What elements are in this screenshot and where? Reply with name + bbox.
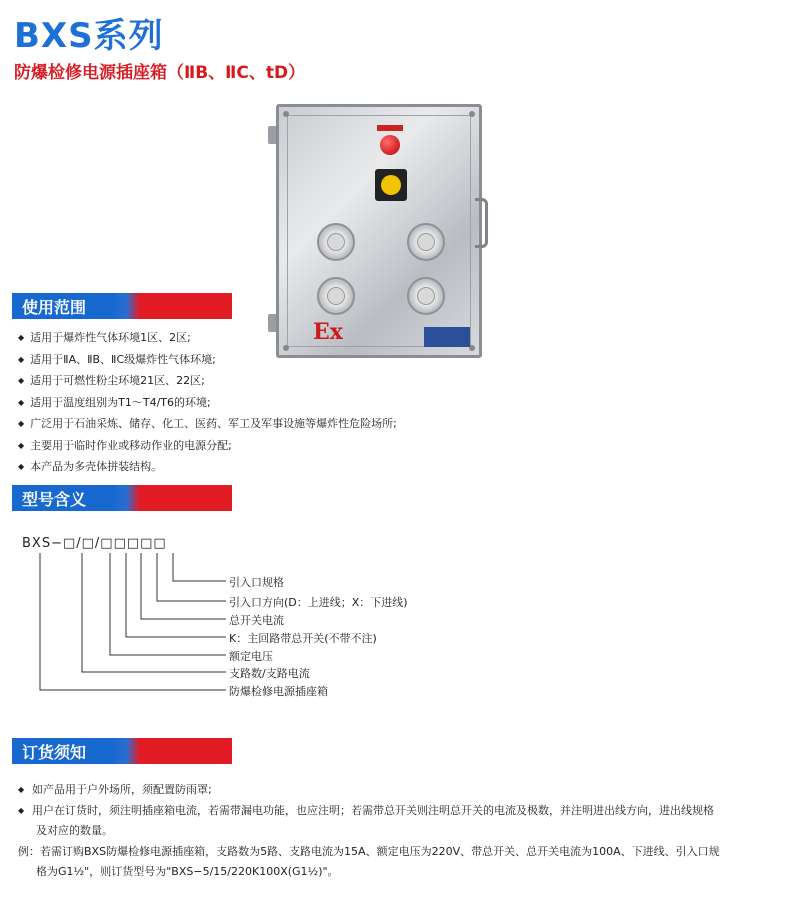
model-label-product: 防爆检修电源插座箱 [229,685,328,698]
ex-marking: Ex [313,319,343,345]
list-item: ◆ 适用于温度组别为T1～T4/T6的环境; [18,393,397,415]
list-item: ◆ 广泛用于石油采炼、储存、化工、医药、军工及军事设施等爆炸性危险场所; [18,414,397,436]
section-title: 型号含义 [22,490,87,509]
list-item: ◆ 本产品为多壳体拼装结构。 [18,457,397,479]
order-example: 例：若需订购BXS防爆检修电源插座箱，支路数为5路、支路电流为15A、额定电压为220V、带总开关、总开关电流为100A、下进线、引入口规 [18,844,720,858]
section-header-ordering [12,738,232,764]
ordering-notes [18,780,758,883]
list-item: ◆ 主要用于临时作业或移动作业的电源分配; [18,436,397,458]
section-title: 订货须知 [22,743,87,762]
model-label-main-current: 总开关电流 [229,614,284,627]
model-label-branches: 支路数/支路电流 [229,667,310,680]
model-label-voltage: 额定电压 [229,650,273,663]
section-title: 使用范围 [22,298,87,317]
order-example-continuation: 格为G1½"，则订货型号为"BXS−5/15/220K100X(G1½)"。 [36,865,339,878]
page-title: BXS系列 [14,16,164,56]
list-item: ◆ 适用于ⅡA、ⅡB、ⅡC级爆炸性气体环境; [18,350,397,372]
model-code: BXS−□/□/□□□□□ [22,536,167,551]
list-item-continuation: 及对应的数量。 [36,824,113,837]
list-item: ◆ 适用于可燃性粉尘环境21区、22区; [18,371,397,393]
list-item: ◆ 如产品用于户外场所，须配置防雨罩; [18,780,758,801]
page-subtitle: 防爆检修电源插座箱（ⅡB、ⅡC、tD） [14,63,306,83]
list-item: ◆ 用户在订货时，须注明插座箱电流，若需带漏电功能，也应注明；若需带总开关则注明总开关的电流及极数，并注明进出线方向，进出线规格 [18,801,758,822]
model-label-inlet-direction: 引入口方向(D：上进线；X：下进线) [229,596,408,609]
model-label-inlet-spec: 引入口规格 [229,576,284,589]
list-item: ◆ 适用于爆炸性气体环境1区、2区; [18,328,397,350]
model-label-main-switch: K：主回路带总开关(不带不注) [229,632,377,645]
